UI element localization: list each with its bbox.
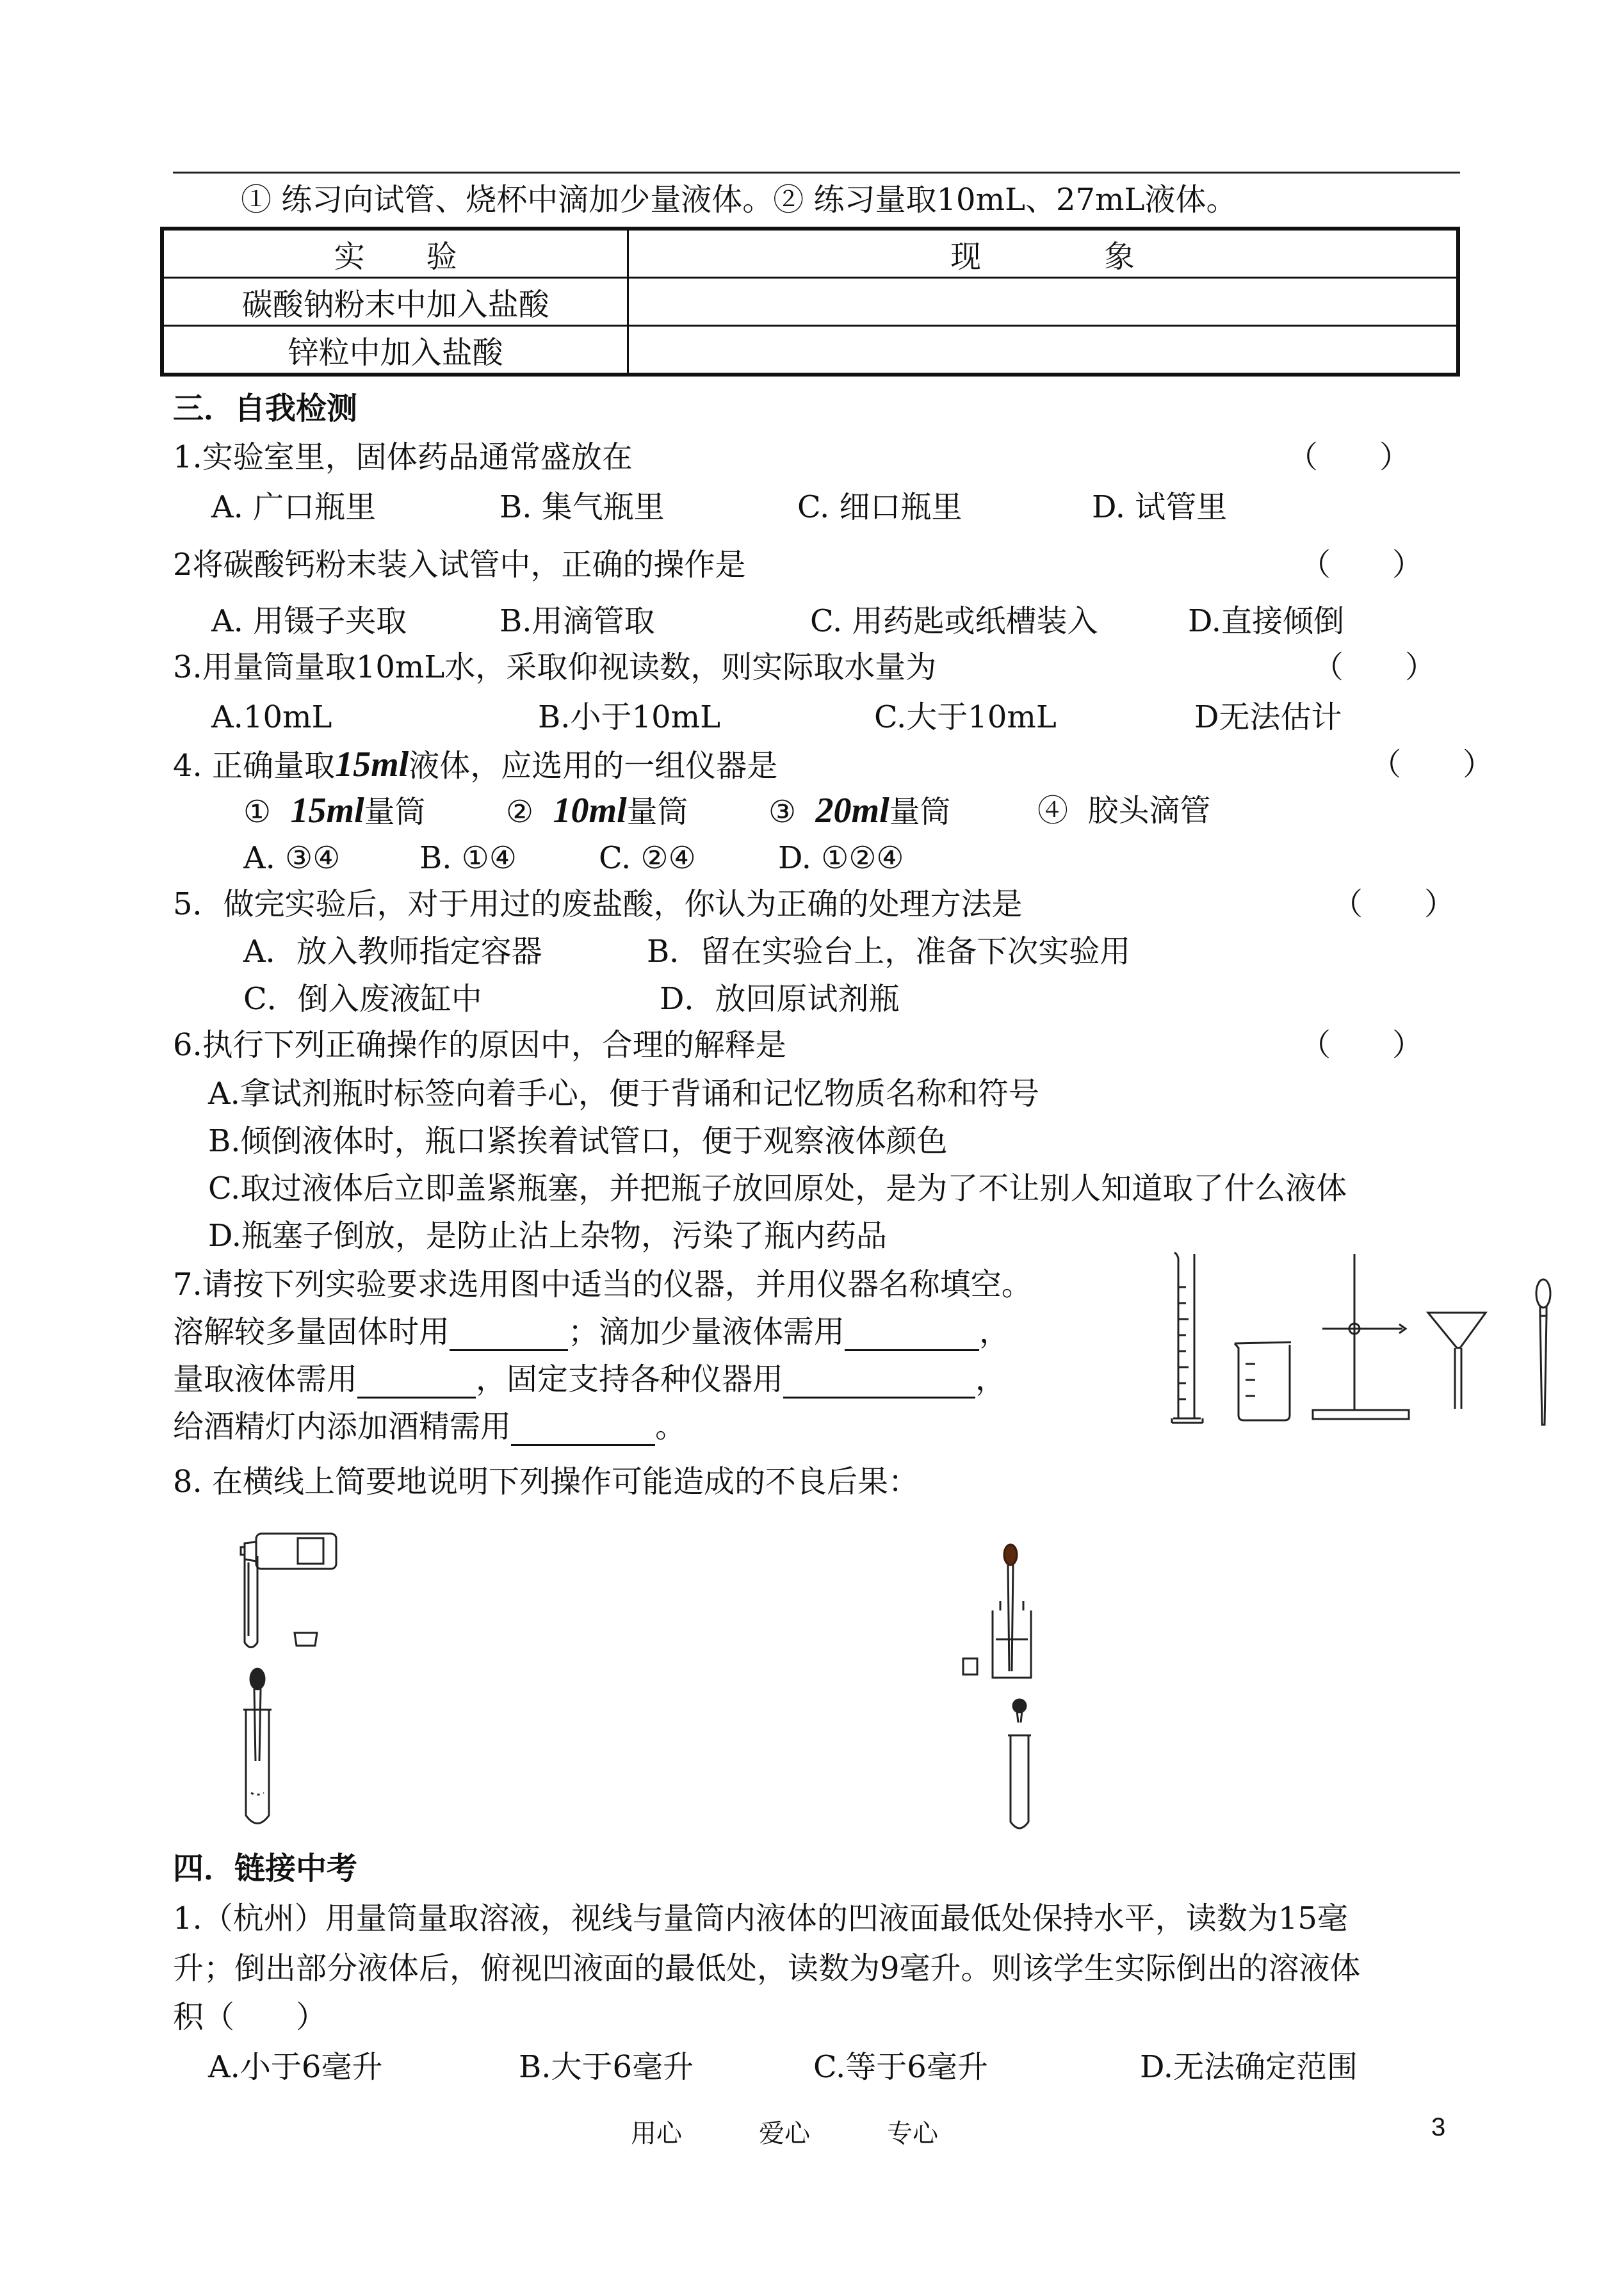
q7-line3: [173, 1407, 686, 1446]
s4-q1-line1: 1.（杭州）用量筒量取溶液，视线与量筒内液体的凹液面最低处保持水平，读数为15毫: [173, 1901, 1348, 1936]
dropper-icon: [250, 1669, 264, 1761]
q4-item-3: [768, 791, 951, 831]
q3-option-a[interactable]: A.10mL: [211, 699, 332, 735]
q5-option-a[interactable]: A．放入教师指定容器: [243, 934, 542, 969]
dropper-icon: [1004, 1545, 1017, 1671]
dropper-bottle-figure: [954, 1543, 1057, 1691]
s4-q1-line3: 积（ ）: [173, 1999, 327, 2035]
q7-blank-drip[interactable]: [845, 1320, 979, 1351]
q7-line2: [173, 1360, 1006, 1399]
apparatus-figure: [1159, 1242, 1582, 1434]
bottle-stopper-icon: [295, 1633, 317, 1646]
q2-option-c[interactable]: C. 用药匙或纸槽装入: [810, 603, 1098, 639]
q7-blank-alcohol[interactable]: [511, 1415, 655, 1446]
test-tube-icon: [1008, 1735, 1031, 1828]
q7-text: ，: [979, 1314, 1011, 1350]
table-cell-phenomenon[interactable]: [628, 278, 1458, 326]
s4-q1-option-d[interactable]: D.无法确定范围: [1140, 2049, 1358, 2085]
s4-q1-line2: 升；倒出部分液体后，俯视凹液面的最低处，读数为9毫升。则该学生实际倒出的溶液体: [173, 1950, 1361, 1986]
q4-stem: [173, 745, 777, 785]
q7-text: 。: [655, 1409, 686, 1445]
q4-option-c[interactable]: C. ②④: [599, 840, 696, 876]
q1-option-d[interactable]: D. 试管里: [1092, 489, 1228, 525]
q3-option-b[interactable]: B.小于10mL: [538, 699, 721, 735]
footer-motto-3: 专心: [887, 2119, 938, 2148]
q1-option-a[interactable]: A. 广口瓶里: [211, 489, 377, 525]
section3-title: 三．自我检测: [173, 391, 358, 426]
pouring-liquid-figure: [237, 1524, 352, 1652]
q4-item-num: ②: [506, 794, 534, 830]
q6-option-d[interactable]: D.瓶塞子倒放，是防止沾上杂物，污染了瓶内药品: [208, 1218, 888, 1254]
q2-option-d[interactable]: D.直接倾倒: [1188, 603, 1345, 639]
q4-item-1: [243, 791, 426, 831]
table-cell-experiment: 锌粒中加入盐酸: [162, 326, 628, 375]
test-tube-icon: [243, 1710, 272, 1824]
dropper-icon: [1536, 1279, 1550, 1425]
q4-stem-post: 液体，应选用的一组仪器是: [409, 748, 778, 784]
s4-q1-option-b[interactable]: B.大于6毫升: [519, 2049, 694, 2085]
q7-text: 溶解较多量固体时用: [173, 1314, 450, 1350]
q4-answer-paren[interactable]: （ ）: [1370, 747, 1494, 783]
q7-line1: [173, 1313, 1010, 1351]
iron-stand-icon: [1313, 1254, 1409, 1419]
q2-option-a[interactable]: A. 用镊子夹取: [211, 603, 407, 639]
q3-stem: 3.用量筒量取10mL水，采取仰视读数，则实际取水量为: [173, 649, 937, 685]
q4-item-4: [1037, 791, 1211, 830]
q4-option-b[interactable]: B. ①④: [419, 840, 517, 876]
q7-text: ，: [975, 1361, 1007, 1397]
q4-item-unit: 胶头滴管: [1087, 793, 1211, 829]
graduated-cylinder-icon: [1172, 1253, 1203, 1423]
q1-option-c[interactable]: C. 细口瓶里: [797, 489, 962, 525]
q4-item-unit: 量筒: [364, 794, 426, 830]
experiment-table: [160, 227, 1460, 377]
q6-stem: 6.执行下列正确操作的原因中，合理的解释是: [173, 1027, 786, 1063]
footer-motto-2: 爱心: [759, 2119, 810, 2148]
reagent-bottle-icon: [241, 1534, 336, 1569]
q3-option-c[interactable]: C.大于10mL: [874, 699, 1057, 735]
q7-blank-measure[interactable]: [357, 1367, 476, 1399]
funnel-icon: [1428, 1313, 1486, 1409]
q5-stem: 5．做完实验后，对于用过的废盐酸，你认为正确的处理方法是: [173, 886, 1023, 922]
q7-text: 给酒精灯内添加酒精需用: [173, 1409, 512, 1445]
table-header-row: [162, 229, 1458, 278]
q4-option-d[interactable]: D. ①②④: [778, 840, 904, 876]
q2-option-b[interactable]: B.用滴管取: [499, 603, 655, 639]
q6-answer-paren[interactable]: （ ）: [1300, 1027, 1424, 1063]
dropper-above-tube-figure: [993, 1697, 1050, 1838]
q7-blank-support[interactable]: [783, 1367, 975, 1399]
q4-item-volume: 20ml: [815, 791, 889, 831]
table-cell-phenomenon[interactable]: [628, 326, 1458, 375]
s4-q1-option-c[interactable]: C.等于6毫升: [813, 2049, 988, 2085]
table-cell-experiment: 碳酸钠粉末中加入盐酸: [162, 278, 628, 326]
table-row: [162, 278, 1458, 326]
q4-item-volume: 10ml: [553, 791, 627, 831]
q4-stem-volume: 15ml: [335, 745, 409, 784]
q5-option-d[interactable]: D．放回原试剂瓶: [660, 981, 900, 1017]
q7-blank-dissolve[interactable]: [450, 1320, 568, 1351]
page-number: 3: [1431, 2113, 1446, 2141]
dropper-in-tube-figure: [237, 1665, 301, 1831]
q7-stem: 7.请按下列实验要求选用图中适当的仪器，并用仪器名称填空。: [173, 1267, 1032, 1302]
q4-item-2: [506, 791, 688, 831]
q7-text: 量取液体需用: [173, 1361, 358, 1397]
q3-option-d[interactable]: D无法估计: [1194, 699, 1342, 735]
q1-answer-paren[interactable]: （ ）: [1287, 439, 1411, 475]
q4-stem-pre: 4. 正确量取: [173, 748, 336, 784]
section4-title: 四．链接中考: [173, 1851, 358, 1886]
q6-option-a[interactable]: A.拿试剂瓶时标签向着手心，便于背诵和记忆物质名称和符号: [208, 1076, 1039, 1112]
q7-text: ，固定支持各种仪器用: [476, 1361, 784, 1397]
footer-motto-1: 用心: [631, 2119, 682, 2148]
q1-option-b[interactable]: B. 集气瓶里: [499, 489, 665, 525]
table-row: [162, 326, 1458, 375]
beaker-icon: [1235, 1342, 1291, 1420]
q4-item-num: ①: [243, 794, 272, 830]
q4-item-unit: 量筒: [626, 794, 688, 830]
test-tube-icon: [245, 1556, 257, 1648]
q4-item-num: ③: [768, 794, 797, 830]
q5-answer-paren[interactable]: （ ）: [1332, 886, 1456, 922]
q8-stem: 8. 在横线上简要地说明下列操作可能造成的不良后果：: [173, 1464, 920, 1500]
table-header-experiment: 实 验: [162, 229, 628, 278]
dropper-icon: [1013, 1699, 1026, 1723]
q1-stem: 1.实验室里，固体药品通常盛放在: [173, 439, 633, 475]
s4-q1-option-a[interactable]: A.小于6毫升: [208, 2049, 383, 2085]
intro-line: ① 练习向试管、烧杯中滴加少量液体。② 练习量取10mL、27mL液体。: [241, 182, 1237, 218]
q4-item-unit: 量筒: [889, 794, 951, 830]
q4-item-volume: 15ml: [290, 791, 364, 831]
q4-option-a[interactable]: A. ③④: [243, 840, 341, 876]
q6-option-c[interactable]: C.取过液体后立即盖紧瓶塞，并把瓶子放回原处，是为了不让别人知道取了什么液体: [208, 1171, 1347, 1206]
q5-option-b[interactable]: B．留在实验台上，准备下次实验用: [647, 934, 1131, 969]
table-header-phenomenon: 现 象: [628, 229, 1458, 278]
q3-answer-paren[interactable]: （ ）: [1313, 649, 1436, 685]
bottle-stopper-icon: [963, 1658, 977, 1675]
q2-stem: 2将碳酸钙粉末装入试管中，正确的操作是: [173, 547, 746, 583]
q2-answer-paren[interactable]: （ ）: [1300, 547, 1424, 583]
header-rule: [173, 172, 1460, 174]
q7-text: ；滴加少量液体需用: [568, 1314, 845, 1350]
q4-item-num: ④: [1037, 793, 1069, 829]
q6-option-b[interactable]: B.倾倒液体时，瓶口紧挨着试管口，便于观察液体颜色: [208, 1123, 948, 1159]
q5-option-c[interactable]: C．倒入废液缸中: [243, 981, 482, 1017]
